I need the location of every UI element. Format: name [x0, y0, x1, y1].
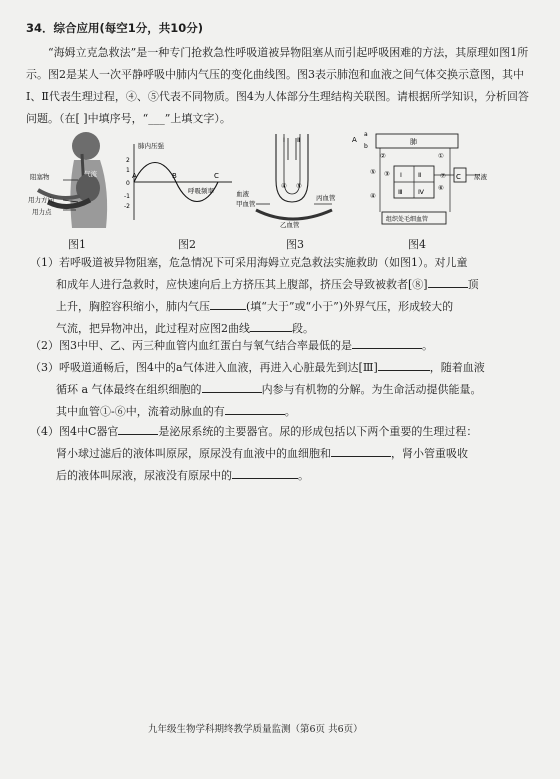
fig4-label-a-upper: A [352, 136, 357, 144]
fig3-label-vessel-b: 乙血管 [280, 221, 300, 229]
fig4-label-urine: 尿液 [474, 173, 487, 181]
sub-question-1-line-1: （1）若呼吸道被异物阻塞，危急情况下可采用海姆立克急救法实施救助（如图1）。对儿童 [30, 256, 468, 269]
question-intro: “海姆立克急救法”是一种专门抢救急性呼吸道被异物阻塞从而引起呼吸困难的方法，其原理如图1所示。图2是某人一次平静呼吸中肺内气压的变化曲线图。图3表示肺泡和血液之间气体交换示意图，其中Ⅰ、Ⅱ代表生理过程，④、⑤代表不同物质。图4为人体部分生理结构关联图。请根据所学知识，分析回答问题。（在[ ]中填序号，“___”上填文字）。 [26, 46, 529, 125]
fig4-label-vessel-3: ③ [384, 170, 390, 178]
fig2-ytick: 2 [126, 157, 130, 164]
fig2-ytick: -1 [124, 193, 130, 200]
figure-3-alveolus-exchange [236, 130, 348, 230]
fig4-label-vessel-1: ① [438, 152, 444, 160]
fig2-ytick: 1 [126, 167, 130, 174]
fig2-xlabel: 呼吸频率 [188, 187, 214, 195]
sub-question-1-line-4: 气流，把异物冲出，此过程对应图2曲线 段。 [56, 322, 314, 335]
answer-blank[interactable] [232, 468, 298, 479]
fig1-label-airflow: 气流 [84, 170, 97, 178]
sub-question-2: （2）图3中甲、乙、丙三种血管内血红蛋白与氧气结合率最低的是 。 [30, 339, 433, 352]
answer-blank[interactable] [225, 404, 285, 415]
fig2-ylabel: 肺内压强 [138, 142, 164, 150]
fig2-ytick: 0 [126, 180, 130, 187]
fig4-label-b-gas: b [364, 143, 368, 150]
fig1-label-obstruction: 阻塞物 [30, 173, 50, 181]
fig4-label-chamber-3: Ⅲ [398, 188, 403, 196]
sub-question-4-line-1: （4）图4中C器官 是泌尿系统的主要器官。尿的形成包括以下两个重要的生理过程： [30, 425, 478, 438]
fig4-label-vessel-6: ⑥ [438, 184, 444, 192]
figure-2-caption: 图2 [178, 238, 196, 251]
sub-question-3-line-2: 循环 a 气体最终在组织细胞的 内参与有机物的分解。为生命活动提供能量。 [56, 383, 482, 396]
figure-1-caption: 图1 [68, 238, 86, 251]
fig3-label-substance-4: ④ [281, 182, 287, 190]
fig2-point-c: C [214, 172, 219, 180]
sub-question-1-line-3: 上升，胸腔容积缩小，肺内气压 (填“大于”或“小于”)外界气压，形成较大的 [56, 300, 454, 313]
fig4-label-chamber-2: Ⅱ [418, 171, 422, 179]
fig4-label-vessel-7: ⑦ [440, 172, 446, 180]
fig4-label-vessel-4: ④ [370, 192, 376, 200]
fig2-point-b: B [172, 172, 177, 180]
answer-blank[interactable] [250, 321, 292, 332]
fig3-label-substance-5: ⑤ [296, 182, 302, 190]
fig2-point-a: A [132, 172, 137, 180]
answer-blank[interactable] [428, 277, 468, 288]
answer-blank[interactable] [202, 382, 262, 393]
fig3-label-blood: 血液 [236, 190, 249, 198]
fig3-label-process-2: Ⅱ [297, 136, 301, 144]
fig1-label-force-direction: 用力方向 [28, 196, 54, 204]
sub-question-1-line-2: 和成年人进行急救时，应快速向后上方挤压其上腹部，挤压会导致被救者[⑧] 顶 [56, 278, 479, 291]
fig3-label-vessel-c: 丙血管 [316, 194, 336, 202]
fig4-label-vessel-2: ② [380, 152, 386, 160]
fig4-label-a-gas: a [364, 131, 368, 138]
fig3-label-vessel-a: 甲血管 [236, 200, 256, 208]
answer-blank[interactable] [118, 424, 158, 435]
figure-4-body-system [350, 128, 500, 232]
fig4-label-capillaries: 组织处毛细血管 [386, 216, 429, 223]
sub-question-4-line-3: 后的液体叫尿液，尿液没有原尿中的 。 [56, 469, 309, 482]
figure-4-caption: 图4 [408, 238, 426, 251]
figure-2-pressure-curve [124, 140, 236, 224]
sub-question-4-line-2: 肾小球过滤后的液体叫原尿，原尿没有血液中的血细胞和 ，肾小管重吸收 [56, 447, 468, 460]
figure-3-caption: 图3 [286, 238, 304, 251]
sub-question-3-line-3: 其中血管①-⑥中，流着动脉血的有 。 [56, 405, 296, 418]
fig4-label-organ-c: C [456, 173, 461, 181]
fig4-label-chamber-4: Ⅳ [418, 188, 424, 196]
fig4-label-lung: 肺 [410, 138, 417, 146]
fig1-label-force-point: 用力点 [32, 208, 52, 216]
sub-question-3-line-1: （3）呼吸道通畅后，图4中的a气体进入血液，再进入心脏最先到达[Ⅲ] ，随着血液 [30, 361, 485, 374]
answer-blank[interactable] [378, 360, 430, 371]
page-footer: 九年级生物学科期终教学质量监测（第6页 共6页） [148, 724, 363, 735]
fig3-label-process-1: Ⅰ [283, 136, 285, 144]
question-title: 34．综合应用(每空1分，共10分) [26, 21, 204, 35]
figure-1-heimlich [28, 130, 123, 232]
fig2-ytick: -2 [124, 203, 130, 210]
fig4-label-chamber-1: Ⅰ [400, 171, 402, 179]
fig4-label-vessel-5: ⑤ [370, 168, 376, 176]
answer-blank[interactable] [352, 338, 422, 349]
answer-blank[interactable] [210, 299, 246, 310]
answer-blank[interactable] [331, 446, 391, 457]
